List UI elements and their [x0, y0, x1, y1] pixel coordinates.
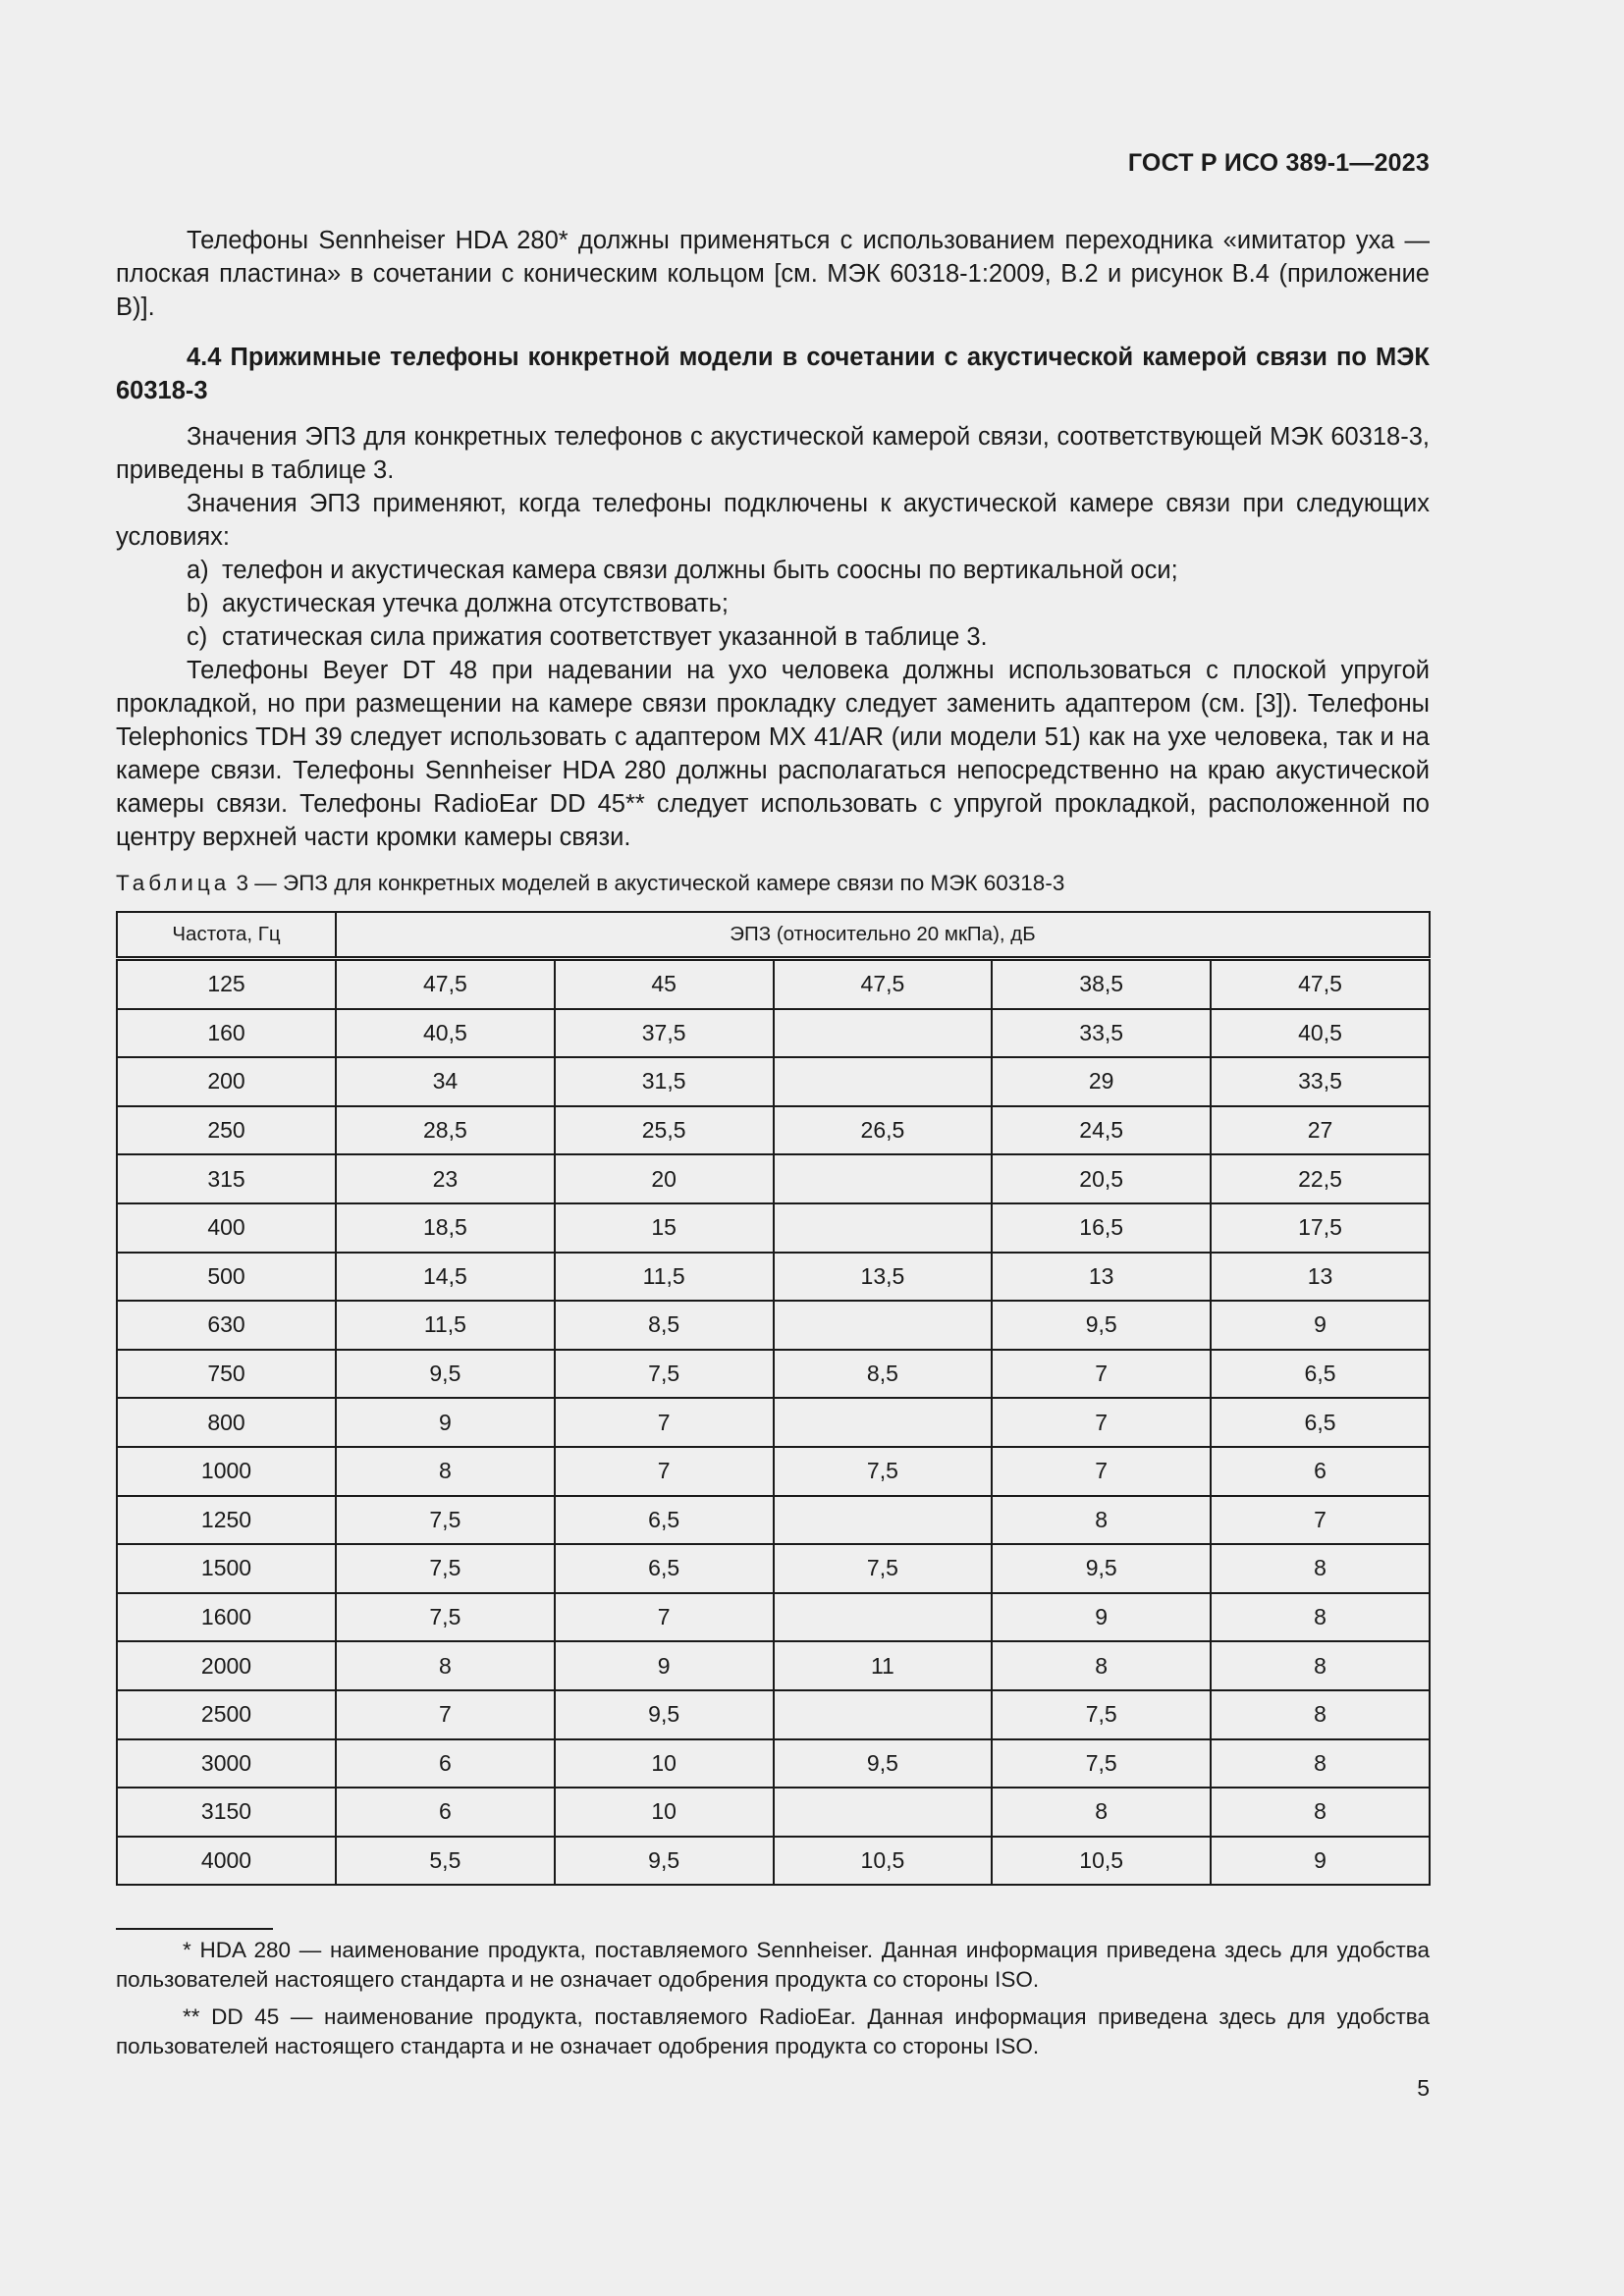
list-item-label: a) [187, 557, 209, 584]
value-cell: 11,5 [555, 1253, 774, 1302]
footnote: ** DD 45 — наименование продукта, поставляемого RadioEar. Данная информация приведена здесь для удобства пользователей настоящего стандарта и не означает одобрения продукта со стороны ISO. [116, 2004, 1430, 2058]
table-row [117, 1641, 1430, 1690]
value-cell: 34 [336, 1057, 555, 1106]
table-row [117, 1106, 1430, 1155]
value-cell: 7 [555, 1398, 774, 1447]
footnote: * HDA 280 — наименование продукта, поставляемого Sennheiser. Данная информация приведена здесь для удобства пользователей настоящего стандарта и не означает одобрения продукта со стороны ISO. [116, 1938, 1430, 1992]
list-item [116, 587, 1430, 620]
value-cell: 13 [1211, 1253, 1430, 1302]
value-cell: 7 [992, 1398, 1211, 1447]
value-cell: 10 [555, 1788, 774, 1837]
table-row [117, 1057, 1430, 1106]
value-cell: 37,5 [555, 1009, 774, 1058]
value-cell: 24,5 [992, 1106, 1211, 1155]
value-cell: 7 [1211, 1496, 1430, 1545]
value-cell: 7 [555, 1593, 774, 1642]
section-paragraph-1: Значения ЭПЗ для конкретных телефонов с акустической камерой связи, соответствующей МЭК 60318-3, приведены в таблице 3. [116, 423, 1430, 484]
table-row [117, 1739, 1430, 1789]
value-cell: 40,5 [336, 1009, 555, 1058]
list-item [116, 620, 1430, 654]
table-header-row [117, 912, 1430, 959]
value-cell [774, 1154, 993, 1203]
value-cell: 9,5 [555, 1690, 774, 1739]
value-cell: 6 [336, 1739, 555, 1789]
value-cell: 8 [1211, 1739, 1430, 1789]
section-title: 4.4 Прижимные телефоны конкретной модели в сочетании с акустической камерой связи по МЭК 60318-3 [116, 344, 1430, 404]
value-cell: 10,5 [774, 1837, 993, 1886]
document-header: ГОСТ Р ИСО 389-1—2023 [1127, 149, 1430, 177]
list-item-label: b) [187, 590, 209, 617]
value-cell [774, 1593, 993, 1642]
list-item-text: статическая сила прижатия соответствует указанной в таблице 3. [222, 623, 988, 651]
value-cell: 33,5 [1211, 1057, 1430, 1106]
value-cell [774, 1690, 993, 1739]
value-cell: 5,5 [336, 1837, 555, 1886]
list-item-text: акустическая утечка должна отсутствовать; [222, 590, 730, 617]
value-cell: 9,5 [992, 1301, 1211, 1350]
value-cell: 7,5 [774, 1544, 993, 1593]
value-cell: 13,5 [774, 1253, 993, 1302]
frequency-cell: 500 [117, 1253, 336, 1302]
value-cell: 20 [555, 1154, 774, 1203]
value-cell: 11 [774, 1641, 993, 1690]
value-cell: 28,5 [336, 1106, 555, 1155]
table-caption [116, 869, 1064, 898]
value-cell: 33,5 [992, 1009, 1211, 1058]
value-cell: 6,5 [555, 1544, 774, 1593]
value-cell: 9 [555, 1641, 774, 1690]
page-number: 5 [1417, 2075, 1430, 2101]
value-cell: 7,5 [992, 1739, 1211, 1789]
frequency-cell: 3150 [117, 1788, 336, 1837]
value-cell: 8 [992, 1641, 1211, 1690]
list-item-label: c) [187, 623, 208, 651]
value-cell: 47,5 [336, 959, 555, 1009]
intro-block [116, 224, 1430, 324]
table-row [117, 1253, 1430, 1302]
value-cell: 6 [1211, 1447, 1430, 1496]
table-body [117, 959, 1430, 1886]
value-cell [774, 1057, 993, 1106]
table-row [117, 1447, 1430, 1496]
value-cell: 9 [1211, 1301, 1430, 1350]
value-cell: 6,5 [555, 1496, 774, 1545]
value-cell: 7,5 [336, 1544, 555, 1593]
value-cell: 13 [992, 1253, 1211, 1302]
table-row [117, 1593, 1430, 1642]
frequency-cell: 315 [117, 1154, 336, 1203]
table-row [117, 1398, 1430, 1447]
section-paragraph-2: Значения ЭПЗ применяют, когда телефоны подключены к акустической камере связи при следующих условиях: [116, 490, 1430, 551]
value-cell: 18,5 [336, 1203, 555, 1253]
table-row [117, 1203, 1430, 1253]
footnotes [116, 1936, 1430, 2069]
value-cell: 7,5 [555, 1350, 774, 1399]
frequency-cell: 400 [117, 1203, 336, 1253]
value-cell: 9 [1211, 1837, 1430, 1886]
value-cell: 22,5 [1211, 1154, 1430, 1203]
table-caption-text: 3 — ЭПЗ для конкретных моделей в акустической камере связи по МЭК 60318-3 [236, 871, 1065, 895]
value-cell: 45 [555, 959, 774, 1009]
value-cell: 9,5 [555, 1837, 774, 1886]
value-cell: 11,5 [336, 1301, 555, 1350]
value-cell: 7,5 [992, 1690, 1211, 1739]
value-cell: 29 [992, 1057, 1211, 1106]
table-row [117, 1301, 1430, 1350]
value-cell: 7,5 [336, 1496, 555, 1545]
value-cell: 16,5 [992, 1203, 1211, 1253]
frequency-cell: 1250 [117, 1496, 336, 1545]
footnote-divider [116, 1928, 273, 1930]
value-cell: 25,5 [555, 1106, 774, 1155]
value-cell: 17,5 [1211, 1203, 1430, 1253]
value-cell: 14,5 [336, 1253, 555, 1302]
value-cell: 38,5 [992, 959, 1211, 1009]
value-cell: 8 [992, 1496, 1211, 1545]
table-row [117, 1009, 1430, 1058]
value-cell: 10,5 [992, 1837, 1211, 1886]
table-row [117, 959, 1430, 1009]
value-cell: 8 [336, 1641, 555, 1690]
value-cell: 6,5 [1211, 1398, 1430, 1447]
value-cell: 23 [336, 1154, 555, 1203]
frequency-cell: 200 [117, 1057, 336, 1106]
value-cell: 15 [555, 1203, 774, 1253]
value-cell: 6 [336, 1788, 555, 1837]
value-cell: 7 [992, 1447, 1211, 1496]
frequency-cell: 125 [117, 959, 336, 1009]
value-cell [774, 1788, 993, 1837]
list-item-text: телефон и акустическая камера связи должны быть соосны по вертикальной оси; [222, 557, 1178, 584]
frequency-cell: 1600 [117, 1593, 336, 1642]
frequency-cell: 750 [117, 1350, 336, 1399]
frequency-cell: 1000 [117, 1447, 336, 1496]
value-cell: 8 [336, 1447, 555, 1496]
frequency-cell: 160 [117, 1009, 336, 1058]
value-cell [774, 1009, 993, 1058]
value-cell: 7,5 [336, 1593, 555, 1642]
value-cell: 8,5 [555, 1301, 774, 1350]
table-row [117, 1690, 1430, 1739]
value-cell: 7 [336, 1690, 555, 1739]
value-cell: 8 [1211, 1788, 1430, 1837]
value-cell: 8 [1211, 1690, 1430, 1739]
list-item [116, 554, 1430, 587]
frequency-cell: 3000 [117, 1739, 336, 1789]
frequency-cell: 630 [117, 1301, 336, 1350]
value-cell: 9,5 [774, 1739, 993, 1789]
table-row [117, 1154, 1430, 1203]
value-cell: 9,5 [992, 1544, 1211, 1593]
table-row [117, 1496, 1430, 1545]
section-paragraph-3: Телефоны Beyer DT 48 при надевании на ухо человека должны использоваться с плоской упругой прокладкой, но при размещении на камере связи прокладку следует заменить адаптером (см. [3]). Телефоны Telephonics TDH 39 следует использовать с адаптером MX 41/AR (или модели 51) как на ухе человека, так и на камере связи. Телефоны Sennheiser HDA 280 должны располагаться непосредственно на краю акустической камеры связи. Телефоны RadioEar DD 45** следует использовать с упругой прокладкой, расположенной по центру верхней части кромки камеры связи. [116, 657, 1430, 851]
value-cell [774, 1203, 993, 1253]
table-caption-prefix: Таблица [116, 871, 231, 895]
value-cell: 8 [1211, 1544, 1430, 1593]
value-cell: 26,5 [774, 1106, 993, 1155]
value-cell: 8,5 [774, 1350, 993, 1399]
value-cell: 7 [555, 1447, 774, 1496]
frequency-cell: 2500 [117, 1690, 336, 1739]
value-cell: 8 [992, 1788, 1211, 1837]
table-row [117, 1544, 1430, 1593]
value-cell: 10 [555, 1739, 774, 1789]
value-cell [774, 1398, 993, 1447]
table-row [117, 1788, 1430, 1837]
col-header-values: ЭПЗ (относительно 20 мкПа), дБ [336, 912, 1430, 959]
value-cell: 27 [1211, 1106, 1430, 1155]
data-table [116, 911, 1431, 1886]
section-body [116, 420, 1430, 854]
value-cell: 7 [992, 1350, 1211, 1399]
value-cell: 9 [992, 1593, 1211, 1642]
value-cell: 6,5 [1211, 1350, 1430, 1399]
value-cell: 31,5 [555, 1057, 774, 1106]
value-cell [774, 1496, 993, 1545]
col-header-frequency: Частота, Гц [117, 912, 336, 959]
frequency-cell: 1500 [117, 1544, 336, 1593]
value-cell [774, 1301, 993, 1350]
value-cell: 20,5 [992, 1154, 1211, 1203]
value-cell: 47,5 [1211, 959, 1430, 1009]
table-row [117, 1837, 1430, 1886]
value-cell: 9 [336, 1398, 555, 1447]
table-row [117, 1350, 1430, 1399]
frequency-cell: 4000 [117, 1837, 336, 1886]
frequency-cell: 2000 [117, 1641, 336, 1690]
frequency-cell: 250 [117, 1106, 336, 1155]
value-cell: 47,5 [774, 959, 993, 1009]
value-cell: 8 [1211, 1641, 1430, 1690]
intro-paragraph: Телефоны Sennheiser HDA 280* должны применяться с использованием переходника «имитатор уха — плоская пластина» в сочетании с коническим кольцом [см. МЭК 60318-1:2009, B.2 и рисунок B.4 (приложение B)]. [116, 227, 1430, 321]
value-cell: 40,5 [1211, 1009, 1430, 1058]
value-cell: 8 [1211, 1593, 1430, 1642]
value-cell: 7,5 [774, 1447, 993, 1496]
frequency-cell: 800 [117, 1398, 336, 1447]
value-cell: 9,5 [336, 1350, 555, 1399]
